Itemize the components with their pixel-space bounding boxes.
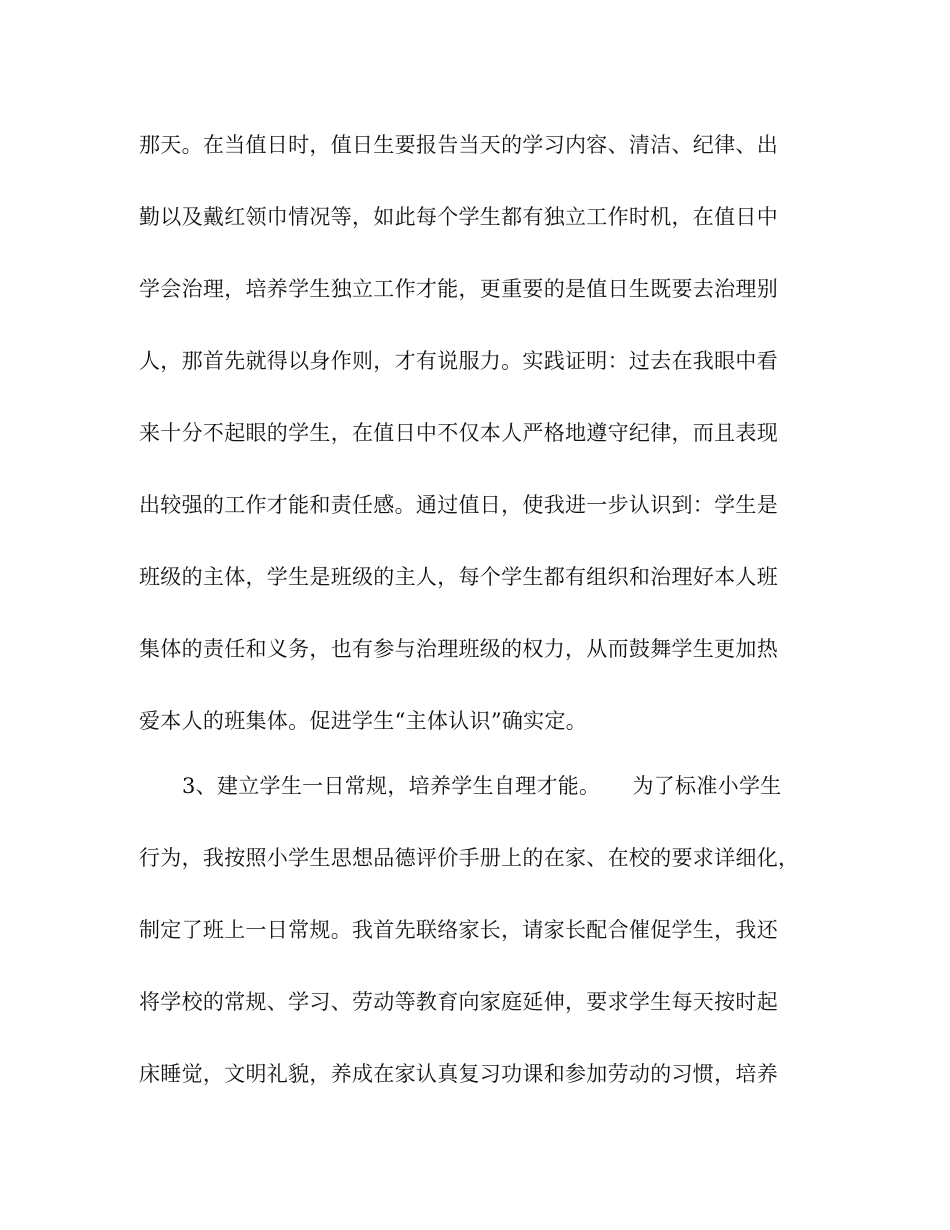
text-line: 行为，我按照小学生思想品德评价手册上的在家、在校的要求详细化，: [139, 846, 800, 870]
text-line: 来十分不起眼的学生，在值日中不仅本人严格地遵守纪律，而且表现: [139, 421, 778, 445]
text-line: 出较强的工作才能和责任感。通过值日，使我进一步认识到：学生是: [139, 493, 778, 517]
text-line: 班级的主体，学生是班级的主人，每个学生都有组织和治理好本人班: [139, 565, 778, 589]
section-heading-line: 3、建立学生一日常规，培养学生自理才能。 为了标准小学生: [182, 774, 782, 798]
text-line: 勤以及戴红领巾情况等，如此每个学生都有独立工作时机，在值日中: [139, 205, 778, 229]
text-line: 爱本人的班集体。促进学生“主体认识”确实定。: [139, 709, 588, 733]
text-line: 学会治理，培养学生独立工作才能，更重要的是值日生既要去治理别: [139, 277, 778, 301]
text-line: 人，那首先就得以身作则，才有说服力。实践证明：过去在我眼中看: [139, 349, 778, 373]
text-line: 床睡觉，文明礼貌，养成在家认真复习功课和参加劳动的习惯，培养: [139, 1062, 778, 1086]
text-line: 制定了班上一日常规。我首先联络家长，请家长配合催促学生，我还: [139, 918, 778, 942]
text-line: 将学校的常规、学习、劳动等教育向家庭延伸，要求学生每天按时起: [139, 990, 778, 1014]
text-line: 那天。在当值日时，值日生要报告当天的学习内容、清洁、纪律、出: [139, 133, 778, 157]
text-line: 集体的责任和义务，也有参与治理班级的权力，从而鼓舞学生更加热: [139, 637, 778, 661]
